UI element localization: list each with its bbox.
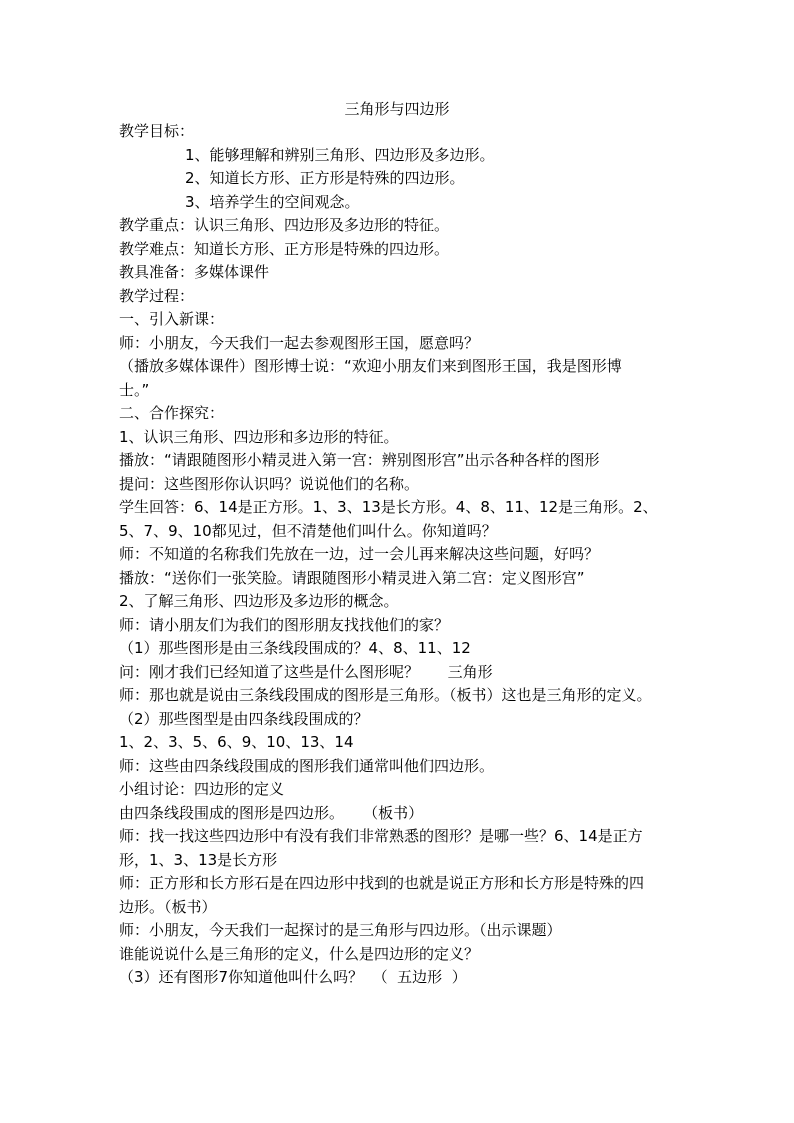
paragraph-line: 师：这些由四条线段围成的图形我们通常叫他们四边形。: [119, 756, 495, 775]
paragraph-line: 谁能说说什么是三角形的定义，什么是四边形的定义？: [119, 944, 480, 963]
paragraph-line: 师：那也就是说由三条线段围成的图形是三角形。（板书）这也是三角形的定义。: [119, 686, 652, 704]
difficult-point: 教学难点：知道长方形、正方形是特殊的四边形。: [119, 239, 450, 258]
section-heading-1: 一、引入新课：: [119, 310, 225, 328]
paragraph-line: （1）那些图形是由三条线段围成的？4、8、11、12: [119, 639, 471, 657]
paragraph-line: 师：找一找这些四边形中有没有我们非常熟悉的图形？是哪一些？6、14是正方: [119, 827, 643, 845]
paragraph-line: 师：不知道的名称我们先放在一边，过一会儿再来解决这些问题，好吗？: [119, 545, 600, 563]
paragraph-line: 边形。（板书）: [119, 897, 217, 916]
key-point: 教学重点：认识三角形、四边形及多边形的特征。: [119, 216, 450, 234]
paragraph-line: （播放多媒体课件）图形博士说：“欢迎小朋友们来到图形王国，我是图形博: [119, 357, 622, 375]
paragraph-line: 播放：“请跟随图形小精灵进入第一宫：辨别图形宫”出示各种各样的图形: [119, 451, 600, 469]
paragraph-line: 师：小朋友，今天我们一起去参观图形王国，愿意吗？: [119, 333, 480, 352]
paragraph-line: 士。”: [119, 380, 150, 399]
section-heading-2: 二、合作探究：: [119, 404, 225, 422]
paragraph-line: 问：刚才我们已经知道了这些是什么图形呢？ 三角形: [119, 662, 493, 681]
paragraph-line: 5、7、9、10都见过，但不清楚他们叫什么。你知道吗？: [119, 521, 497, 540]
paragraph-line: （3）还有图形7你知道他叫什么吗？ （ 五边形 ）: [119, 968, 467, 986]
document-title: 三角形与四边形: [344, 100, 450, 118]
paragraph-line: （2）那些图型是由四条线段围成的？: [119, 709, 369, 728]
paragraph-line: 播放：“送你们一张笑脸。请跟随图形小精灵进入第二宫：定义图形宫”: [119, 568, 585, 587]
paragraph-line: 2、了解三角形、四边形及多边形的概念。: [119, 592, 399, 610]
objective-item-2: 2、知道长方形、正方形是特殊的四边形。: [185, 169, 465, 187]
objectives-heading: 教学目标：: [119, 122, 195, 140]
paragraph-line: 师：小朋友，今天我们一起探讨的是三角形与四边形。（出示课题）: [119, 921, 562, 939]
paragraph-line: 由四条线段围成的图形是四边形。 （板书）: [119, 803, 424, 822]
process-heading: 教学过程：: [119, 286, 195, 305]
paragraph-line: 小组讨论：四边形的定义: [119, 780, 285, 798]
paragraph-line: 1、2、3、5、6、9、10、13、14: [119, 733, 354, 751]
paragraph-line: 师：请小朋友们为我们的图形朋友找找他们的家？: [119, 615, 450, 634]
paragraph-line: 形，1、3、13是长方形: [119, 850, 278, 869]
paragraph-line: 1、认识三角形、四边形和多边形的特征。: [119, 427, 399, 446]
paragraph-line: 提问：这些图形你认识吗？说说他们的名称。: [119, 474, 420, 493]
objective-item-1: 1、能够理解和辨别三角形、四边形及多边形。: [185, 145, 495, 164]
teaching-aids: 教具准备：多媒体课件: [119, 263, 270, 281]
document-body: [119, 120, 679, 990]
paragraph-line: 师：正方形和长方形石是在四边形中找到的也就是说正方形和长方形是特殊的四: [119, 874, 645, 892]
objective-item-3: 3、培养学生的空间观念。: [185, 192, 360, 211]
paragraph-line: 学生回答：6、14是正方形。1、3、13是长方形。4、8、11、12是三角形。2、: [119, 498, 658, 516]
